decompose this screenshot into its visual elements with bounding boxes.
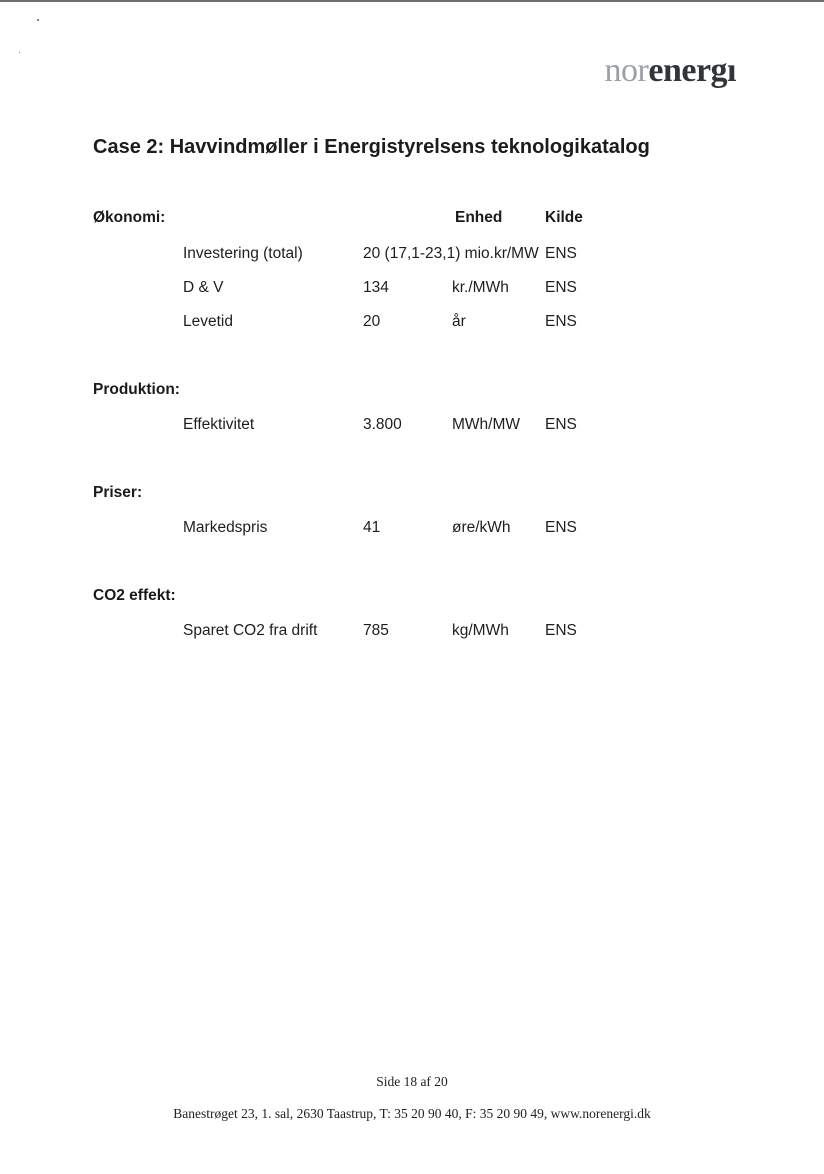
row-value: 785 [363,622,389,639]
page-number: Side 18 af 20 [376,1074,448,1089]
logo-part-energi: energı [648,52,736,89]
row-source: ENS [545,416,577,433]
row-item: Effektivitet [183,416,255,433]
section-label-co2-effekt: CO2 effekt: [93,587,176,604]
top-scan-edge [0,0,824,2]
row-value: 20 (17,1-23,1) mio.kr/MW [363,245,539,262]
section-label-produktion: Produktion: [93,381,180,398]
row-item: D & V [183,279,224,296]
section-label-priser: Priser: [93,484,143,501]
row-item: Levetid [183,313,233,330]
section-label-okonomi: Økonomi: [93,209,166,226]
row-value: 20 [363,313,381,330]
row-source: ENS [545,279,577,296]
row-source: ENS [545,622,577,639]
row-source: ENS [545,519,577,536]
page-title: Case 2: Havvindmøller i Energistyrelsens teknologikatalog [93,136,650,158]
scan-speck [37,19,39,21]
row-source: ENS [545,245,577,262]
norenergi-logo [605,54,736,88]
row-unit: kr./MWh [452,279,509,296]
footer-address: Banestrøget 23, 1. sal, 2630 Taastrup, T: 35 20 90 40, F: 35 20 90 49, www.norenergi.dk [173,1106,651,1121]
row-unit: MWh/MW [452,416,521,433]
row-value: 41 [363,519,381,536]
row-unit: kg/MWh [452,622,509,639]
row-value: 134 [363,279,389,296]
column-header-unit: Enhed [455,209,503,226]
row-unit: år [452,313,466,330]
row-value: 3.800 [363,416,402,433]
scan-speck [19,52,20,53]
logo-part-nor: nor [604,52,649,89]
row-item: Sparet CO2 fra drift [183,622,318,639]
column-header-source: Kilde [545,209,583,226]
row-item: Markedspris [183,519,268,536]
row-unit: øre/kWh [452,519,511,536]
row-source: ENS [545,313,577,330]
row-item: Investering (total) [183,245,303,262]
